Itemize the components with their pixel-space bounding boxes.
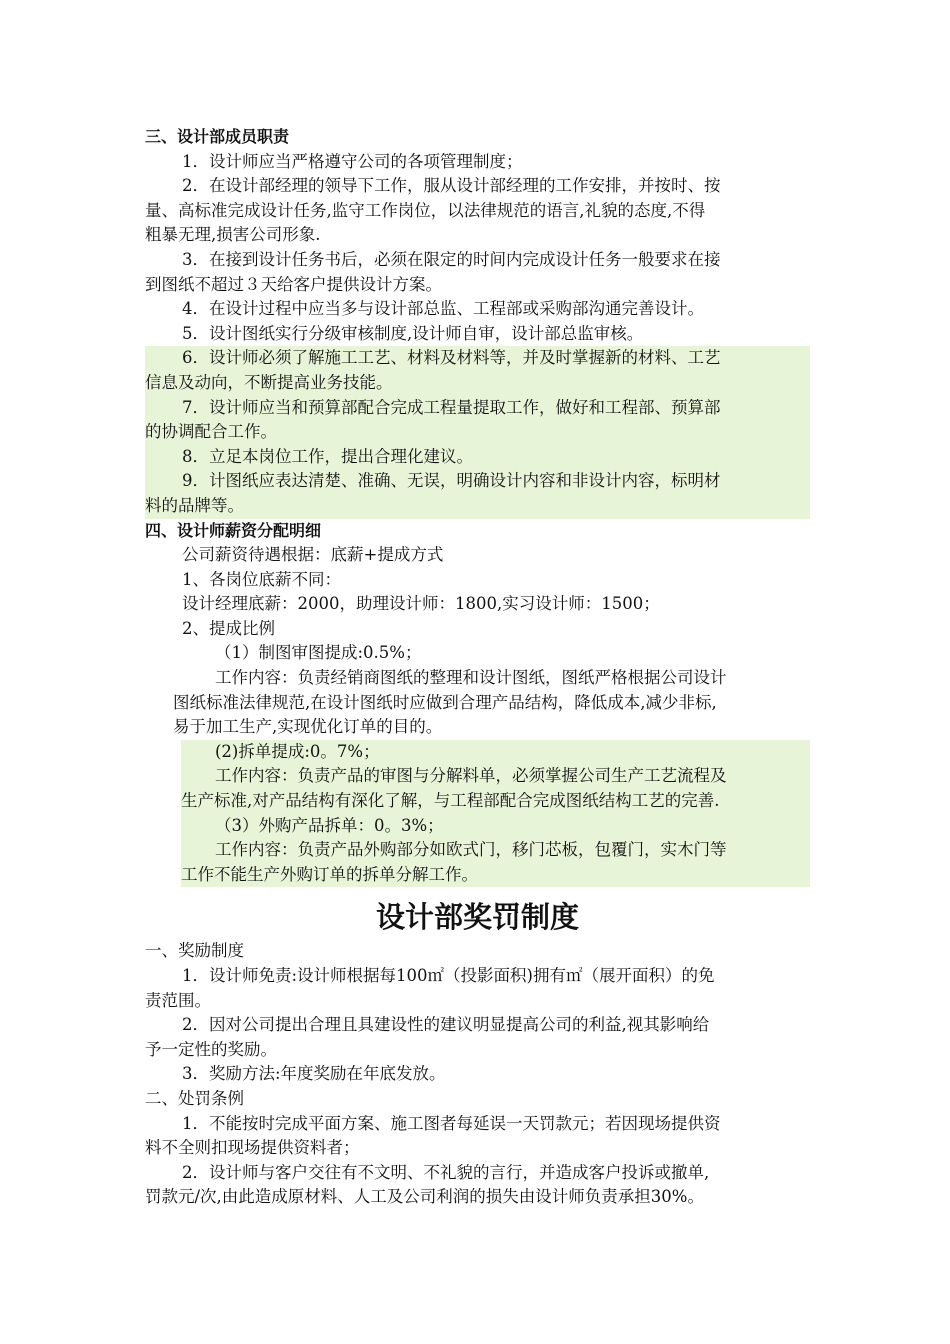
duty-9: 9．计图纸应表达清楚、准确、无误，明确设计内容和非设计内容，标明材 [182,471,721,491]
commission-1-content-cont: 易于加工生产,实现优化订单的目的。 [173,717,443,737]
salary-line: 设计经理底薪：2000，助理设计师：1800,实习设计师：1500； [182,594,660,614]
section-heading-penalties: 二、处罚条例 [145,1088,244,1108]
duty-3: 3．在接到设计任务书后，必须在限定的时间内完成设计任务一般要求在接 [182,249,721,269]
reward-2: 2．因对公司提出合理且具建设性的建议明显提高公司的利益,视其影响给 [182,1015,710,1035]
reward-3: 3．奖励方法:年度奖励在年底发放。 [182,1064,446,1084]
document-page [145,125,810,1210]
highlighted-block-duties [145,346,810,518]
duty-2-cont: 粗暴无理,损害公司形象. [145,225,321,245]
duty-3-cont: 到图纸不超过３天给客户提供设计方案。 [145,274,442,294]
commission-1: （1）制图审图提成:0.5%； [215,643,422,663]
duty-8: 8．立足本岗位工作，提出合理化建议。 [182,446,473,466]
duty-4: 4．在设计过程中应当多与设计部总监、工程部或采购部沟通完善设计。 [182,299,704,319]
reward-1: 1．设计师免责:设计师根据每100㎡（投影面积)拥有㎡（展开面积）的免 [182,966,715,985]
duty-6: 6．设计师必须了解施工工艺、材料及材料等，并及时掌握新的材料、工艺 [182,348,721,368]
penalty-1: 1．不能按时完成平面方案、施工图者每延误一天罚款元；若因现场提供资 [182,1113,721,1133]
salary-line: 2、提成比例 [182,618,275,638]
commission-1-content-cont: 图纸标准法律规范,在设计图纸时应做到合理产品结构，降低成本,减少非标, [173,692,717,712]
commission-2-content: 工作内容：负责产品的审图与分解料单，必须掌握公司生产工艺流程及 [215,766,727,786]
penalty-1-cont: 料不全则扣现场提供资料者； [145,1138,360,1158]
highlighted-block-commission [181,740,810,888]
commission-3: （3）外购产品拆单：0。3%； [215,815,444,835]
duty-1: 1．设计师应当严格遵守公司的各项管理制度； [182,151,523,171]
document-title: 设计部奖罚制度 [375,900,579,935]
duty-2: 2．在设计部经理的领导下工作，服从设计部经理的工作安排，并按时、按 [182,176,721,196]
commission-1-content: 工作内容：负责经销商图纸的整理和设计图纸，图纸严格根据公司设计 [215,668,727,688]
commission-2: (2)拆单提成:0。7%； [215,741,380,761]
reward-2-cont: 予一定性的奖励。 [145,1039,277,1059]
duty-7-cont: 的协调配合工作。 [145,422,277,442]
salary-line: 1、各岗位底薪不同： [182,569,341,589]
commission-3-content-cont: 工作不能生产外购订单的拆单分解工作。 [181,864,478,884]
duty-9-cont: 料的品牌等。 [145,495,244,515]
commission-2-content-cont: 生产标准,对产品结构有深化了解，与工程部配合完成图纸结构工艺的完善. [181,791,720,811]
penalty-2-cont: 罚款元/次,由此造成原材料、人工及公司利润的损失由设计师负责承担30%。 [145,1187,704,1207]
duty-6-cont: 信息及动向，不断提高业务技能。 [145,372,393,392]
reward-1-cont: 责范围。 [145,990,211,1010]
penalty-2: 2．设计师与客户交往有不文明、不礼貌的言行，并造成客户投诉或撤单, [182,1162,710,1182]
salary-line: 公司薪资待遇根据：底薪+提成方式 [182,545,444,565]
section-heading-duties: 三、设计部成员职责 [145,127,290,146]
commission-3-content: 工作内容：负责产品外购部分如欧式门，移门芯板，包覆门，实木门等 [215,840,727,860]
section-heading-rewards: 一、奖励制度 [145,941,244,961]
duty-2-cont: 量、高标准完成设计任务,监守工作岗位，以法律规范的语言,礼貌的态度,不得 [145,200,706,220]
duty-7: 7．设计师应当和预算部配合完成工程量提取工作，做好和工程部、预算部 [182,397,721,417]
duty-5: 5．设计图纸实行分级审核制度,设计师自审，设计部总监审核。 [182,323,644,343]
section-heading-salary: 四、设计师薪资分配明细 [145,520,322,540]
